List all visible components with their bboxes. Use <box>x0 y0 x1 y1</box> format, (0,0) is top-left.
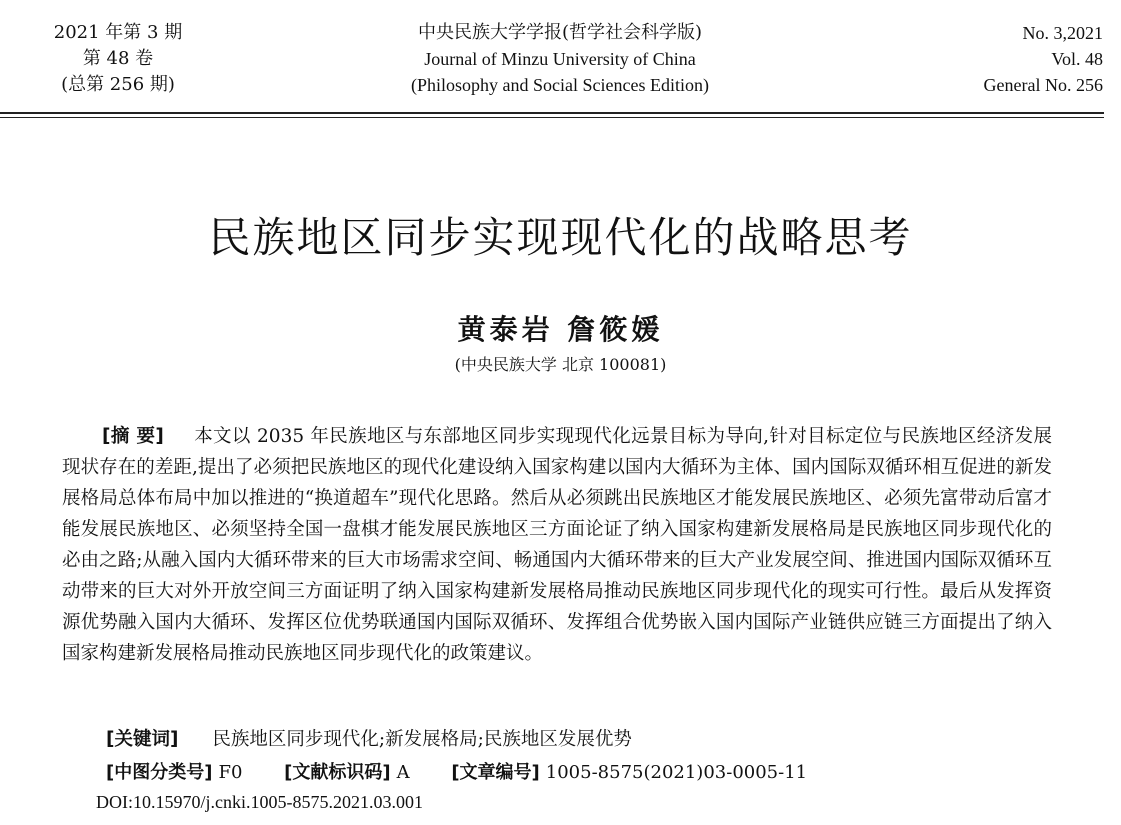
clc-value: F0 <box>218 762 243 783</box>
journal-header <box>0 20 1121 112</box>
keywords-label: [关键词] <box>106 729 179 750</box>
header-rule-thin <box>0 117 1104 118</box>
journal-edition-english: (Philosophy and Social Sciences Edition) <box>411 75 709 95</box>
doc-code-value: A <box>396 762 410 783</box>
article-number-label: [文章编号] <box>451 762 540 783</box>
article-title: 民族地区同步实现现代化的战略思考 <box>208 213 913 262</box>
general-number-english: General No. 256 <box>983 75 1103 95</box>
abstract-text: 本文以 2035 年民族地区与东部地区同步实现现代化远景目标为导向,针对目标定位与民族地区经济发展现状存在的差距,提出了必须把民族地区的现代化建设纳入国家构建以国内大循环为主体、国内国际双循环相互促进的新发展格局总体布局中加以推进的“换道超车”现代化思路。然后从必须跳出民族地区才能发展民族地区、必须先富带动后富才能发展民族地区、必须坚持全国一盘棋才能发展民族地区三方面论证了纳入国家构建新发展格局是民族地区同步现代化的必由之路;从融入国内大循环带来的巨大市场需求空间、畅通国内大循环带来的巨大产业发展空间、推进国内国际双循环互动带来的巨大对外开放空间三方面证明了纳入国家构建新发展格局推动民族地区同步现代化的现实可行性。最后从发挥资源优势融入国内大循环、发挥区位优势联通国内国际双循环、发挥组合优势嵌入国内国际产业链供应链三方面提出了纳入国家构建新发展格局推动民族地区同步现代化的政策建议。 <box>62 426 1052 664</box>
clc-label: [中图分类号] <box>106 762 213 783</box>
abstract-label: [摘 要] <box>102 426 164 447</box>
keywords <box>106 727 1066 753</box>
total-issue: (总第 256 期) <box>61 74 175 95</box>
journal-name-chinese: 中央民族大学学报(哲学社会科学版) <box>417 22 703 43</box>
doi[interactable]: DOI:10.15970/j.cnki.1005-8575.2021.03.001 <box>96 792 423 812</box>
journal-name-english: Journal of Minzu University of China <box>424 49 696 69</box>
issue-info-english <box>843 20 1103 98</box>
header-rule-thick <box>0 112 1104 114</box>
keywords-text: 民族地区同步现代化;新发展格局;民族地区发展优势 <box>212 729 632 750</box>
article-number-value: 1005-8575(2021)03-0005-11 <box>545 762 808 783</box>
article-authors: 黄泰岩 詹筱媛 <box>457 313 664 346</box>
issue-number-english: No. 3,2021 <box>1022 23 1103 43</box>
volume: 第 48 卷 <box>82 48 154 69</box>
abstract <box>62 421 1052 669</box>
issue-info <box>8 20 228 98</box>
author-affiliation: (中央民族大学 北京 100081) <box>454 355 667 374</box>
journal-name <box>330 20 790 98</box>
classification-line <box>106 760 1066 786</box>
volume-english: Vol. 48 <box>1051 49 1103 69</box>
doc-code-label: [文献标识码] <box>284 762 391 783</box>
issue-year-number: 2021 年第 3 期 <box>53 22 183 43</box>
